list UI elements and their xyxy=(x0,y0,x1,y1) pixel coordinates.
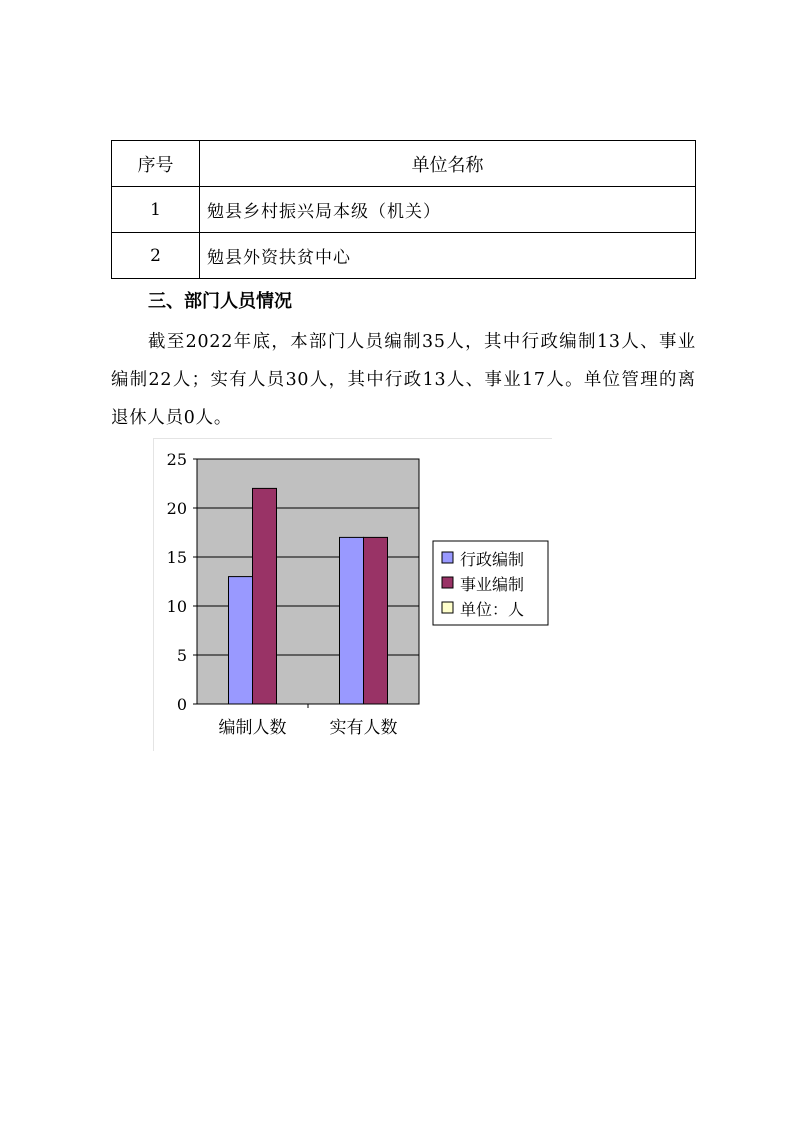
y-tick-label: 10 xyxy=(166,597,187,616)
bar xyxy=(229,577,253,704)
bar xyxy=(364,537,388,704)
section-heading: 三、部门人员情况 xyxy=(148,291,292,312)
bar xyxy=(340,537,364,704)
table-header-row xyxy=(112,141,696,187)
header-unit-name: 单位名称 xyxy=(200,141,696,187)
row-index: 2 xyxy=(112,233,200,279)
legend-label: 行政编制 xyxy=(460,550,525,569)
y-tick-label: 20 xyxy=(166,499,187,518)
legend-label: 单位：人 xyxy=(460,600,525,619)
row-index: 1 xyxy=(112,187,200,233)
row-unit-name: 勉县外资扶贫中心 xyxy=(200,233,696,279)
x-category-label: 实有人数 xyxy=(329,718,398,738)
table-row xyxy=(112,187,696,233)
y-tick-label: 25 xyxy=(166,450,187,469)
table-row xyxy=(112,233,696,279)
y-tick-label: 5 xyxy=(176,646,187,665)
x-category-label: 编制人数 xyxy=(218,718,287,738)
legend-swatch xyxy=(442,577,453,588)
bar xyxy=(253,488,277,704)
header-index: 序号 xyxy=(112,141,200,187)
staffing-chart xyxy=(153,438,552,751)
legend-label: 事业编制 xyxy=(460,575,525,594)
chart-svg xyxy=(153,438,552,751)
unit-table xyxy=(111,140,696,279)
row-unit-name: 勉县乡村振兴局本级（机关） xyxy=(200,187,696,233)
y-tick-label: 0 xyxy=(176,695,187,714)
legend-swatch xyxy=(442,602,453,613)
y-tick-label: 15 xyxy=(166,548,187,567)
legend-swatch xyxy=(442,552,453,563)
staffing-paragraph: 截至2022年底，本部门人员编制35人，其中行政编制13人、事业编制22人；实有人员30人，其中行政13人、事业17人。单位管理的离退休人员0人。 xyxy=(111,332,696,428)
